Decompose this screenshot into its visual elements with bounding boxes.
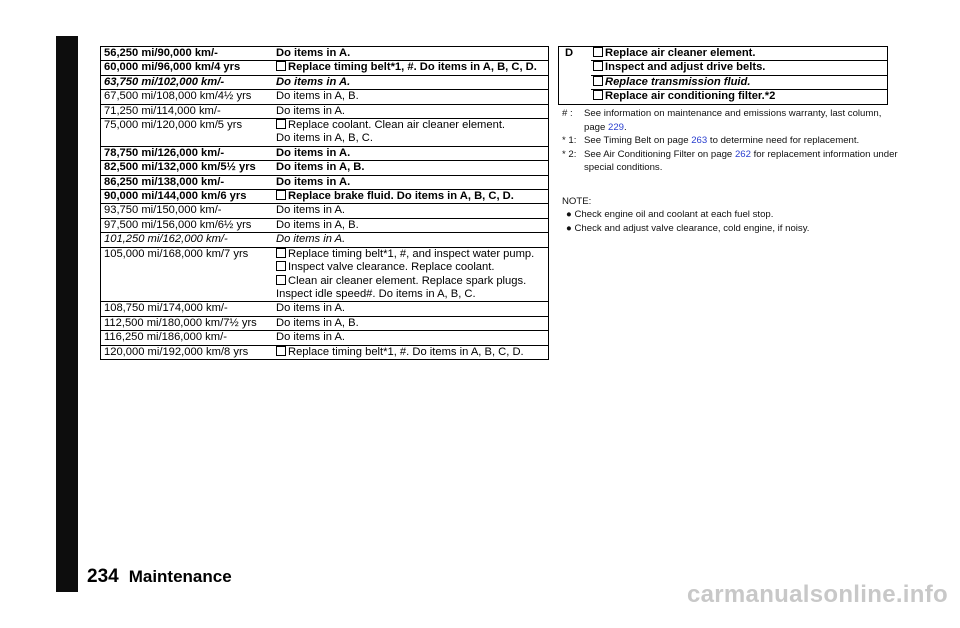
note-1: * 1: See Timing Belt on page 263 to determine need for replacement. bbox=[562, 135, 860, 146]
d-item: Replace air cleaner element. bbox=[591, 47, 887, 61]
schedule-items bbox=[272, 248, 548, 302]
schedule-row bbox=[101, 219, 548, 233]
d-item: Replace transmission fluid. bbox=[591, 76, 887, 90]
schedule-row bbox=[101, 190, 548, 204]
schedule-row bbox=[101, 105, 548, 119]
schedule-items bbox=[272, 233, 548, 246]
schedule-item-line: Replace timing belt*1, #. Do items in A, B, C, D. bbox=[276, 346, 546, 359]
schedule-item-line: Do items in A. bbox=[276, 75, 351, 88]
schedule-distance: 63,750 mi/102,000 km/- bbox=[104, 75, 225, 88]
schedule-row bbox=[101, 176, 548, 190]
schedule-item-line: Inspect valve clearance. Replace coolant. bbox=[276, 261, 546, 274]
schedule-distance: 78,750 mi/126,000 km/- bbox=[104, 146, 225, 159]
note-label: NOTE: bbox=[562, 195, 592, 207]
schedule-row bbox=[101, 76, 548, 90]
schedule-item-line: Do items in A. bbox=[276, 146, 351, 159]
schedule-row bbox=[101, 47, 548, 61]
checkbox-icon bbox=[276, 61, 286, 71]
schedule-distance: 108,750 mi/174,000 km/- bbox=[104, 302, 228, 315]
schedule-row bbox=[101, 161, 548, 175]
d-item: Inspect and adjust drive belts. bbox=[591, 61, 887, 75]
schedule-items bbox=[272, 219, 548, 232]
schedule-items bbox=[272, 76, 548, 89]
checkbox-icon bbox=[276, 261, 286, 271]
schedule-distance: 75,000 mi/120,000 km/5 yrs bbox=[104, 119, 243, 132]
side-tab-title: Maintenance Schedule for Severe Conditions (listed by distance/time) bbox=[115, 120, 131, 576]
schedule-row bbox=[101, 317, 548, 331]
schedule-item-line: Clean air cleaner element. Replace spark plugs. Inspect idle speed#. Do items in A, B, C. bbox=[276, 274, 527, 300]
page-link-262[interactable]: 262 bbox=[734, 148, 751, 160]
checkbox-icon bbox=[593, 76, 603, 86]
note-bullet: ● Check engine oil and coolant at each fuel stop. bbox=[566, 209, 774, 220]
checkbox-icon bbox=[276, 346, 286, 356]
checkbox-icon bbox=[276, 190, 286, 200]
schedule-item-line: Do items in A. bbox=[276, 233, 346, 246]
schedule-items bbox=[272, 176, 548, 189]
page-footer bbox=[87, 566, 232, 588]
checkbox-icon bbox=[276, 275, 286, 285]
schedule-item-line: Do items in A. bbox=[276, 331, 346, 344]
schedule-item-line: Do items in A, B. bbox=[276, 218, 359, 231]
schedule-row bbox=[101, 61, 548, 75]
schedule-items bbox=[272, 331, 548, 344]
schedule-distance: 116,250 mi/186,000 km/- bbox=[104, 331, 227, 344]
schedule-distance: 120,000 mi/192,000 km/8 yrs bbox=[104, 345, 249, 358]
schedule-item-line: Do items in A. bbox=[276, 175, 351, 188]
page-link-229[interactable]: 229 bbox=[608, 121, 625, 133]
schedule-row bbox=[101, 233, 548, 247]
schedule-distance: 56,250 mi/90,000 km/- bbox=[104, 47, 218, 59]
note-hash: # : See information on maintenance and emissions warranty, last column, page 229. bbox=[562, 108, 882, 133]
note-2: * 2: See Air Conditioning Filter on page 262 for replacement information under special conditions. bbox=[562, 148, 898, 173]
checkbox-icon bbox=[276, 248, 286, 258]
schedule-distance: 93,750 mi/150,000 km/- bbox=[104, 204, 222, 217]
schedule-items bbox=[272, 119, 548, 146]
schedule-item-line: Replace timing belt*1, #. Do items in A, B, C, D. bbox=[276, 61, 546, 74]
schedule-item-line: Do items in A. bbox=[276, 302, 346, 315]
schedule-item-line: Do items in A. bbox=[276, 104, 346, 117]
schedule-items bbox=[272, 317, 548, 330]
schedule-item-line: Do items in A, B. bbox=[276, 316, 359, 329]
page-number: 234 bbox=[87, 566, 119, 587]
d-item: Replace air conditioning filter.*2 bbox=[591, 90, 887, 103]
schedule-items bbox=[272, 190, 548, 203]
schedule-item-line: Do items in A. bbox=[276, 204, 346, 217]
schedule-distance: 86,250 mi/138,000 km/- bbox=[104, 175, 225, 188]
schedule-items bbox=[272, 90, 548, 103]
schedule-distance: 97,500 mi/156,000 km/6½ yrs bbox=[104, 218, 252, 231]
schedule-item-line: Do items in A, B, C. bbox=[276, 132, 373, 145]
checkbox-icon bbox=[593, 90, 603, 100]
schedule-items bbox=[272, 105, 548, 118]
schedule-items bbox=[272, 47, 548, 60]
checkbox-icon bbox=[593, 61, 603, 71]
d-items-box bbox=[558, 46, 888, 105]
footnotes bbox=[562, 107, 902, 235]
schedule-items bbox=[272, 161, 548, 174]
d-items-list bbox=[591, 47, 887, 104]
schedule-row bbox=[101, 302, 548, 316]
checkbox-icon bbox=[276, 119, 286, 129]
checkbox-icon bbox=[593, 47, 603, 57]
schedule-row bbox=[101, 119, 548, 147]
schedule-distance: 60,000 mi/96,000 km/4 yrs bbox=[104, 61, 241, 74]
schedule-item-line: Replace coolant. Clean air cleaner element. bbox=[276, 119, 546, 132]
schedule-distance: 112,500 mi/180,000 km/7½ yrs bbox=[104, 316, 257, 329]
schedule-item-line: Do items in A, B. bbox=[276, 90, 359, 103]
schedule-row bbox=[101, 331, 548, 345]
schedule-items bbox=[272, 302, 548, 315]
schedule-item-line: Do items in A, B. bbox=[276, 161, 365, 174]
schedule-items bbox=[272, 147, 548, 160]
schedule-item-line: Replace brake fluid. Do items in A, B, C, D. bbox=[276, 190, 546, 203]
note-bullet: ● Check and adjust valve clearance, cold engine, if noisy. bbox=[566, 222, 810, 234]
schedule-items bbox=[272, 346, 548, 359]
schedule-distance: 71,250 mi/114,000 km/- bbox=[104, 104, 221, 117]
section-name: Maintenance bbox=[128, 567, 232, 586]
schedule-row bbox=[101, 346, 548, 360]
schedule-row bbox=[101, 147, 548, 161]
schedule-row bbox=[101, 204, 548, 218]
schedule-row bbox=[101, 90, 548, 104]
schedule-row bbox=[101, 248, 548, 303]
schedule-item-line: Replace timing belt*1, #, and inspect water pump. bbox=[276, 248, 546, 261]
schedule-distance: 67,500 mi/108,000 km/4½ yrs bbox=[104, 90, 252, 103]
schedule-item-line: Do items in A. bbox=[276, 47, 351, 59]
schedule-items bbox=[272, 61, 548, 74]
schedule-distance: 90,000 mi/144,000 km/6 yrs bbox=[104, 190, 247, 203]
schedule-distance: 105,000 mi/168,000 km/7 yrs bbox=[104, 247, 249, 260]
schedule-table bbox=[100, 46, 549, 360]
watermark: carmanualsonline.info bbox=[686, 581, 948, 608]
schedule-distance: 101,250 mi/162,000 km/- bbox=[104, 233, 228, 246]
schedule-distance: 82,500 mi/132,000 km/5½ yrs bbox=[104, 161, 256, 174]
d-letter: D bbox=[565, 47, 574, 59]
schedule-items bbox=[272, 204, 548, 217]
page-link-263[interactable]: 263 bbox=[691, 135, 708, 146]
